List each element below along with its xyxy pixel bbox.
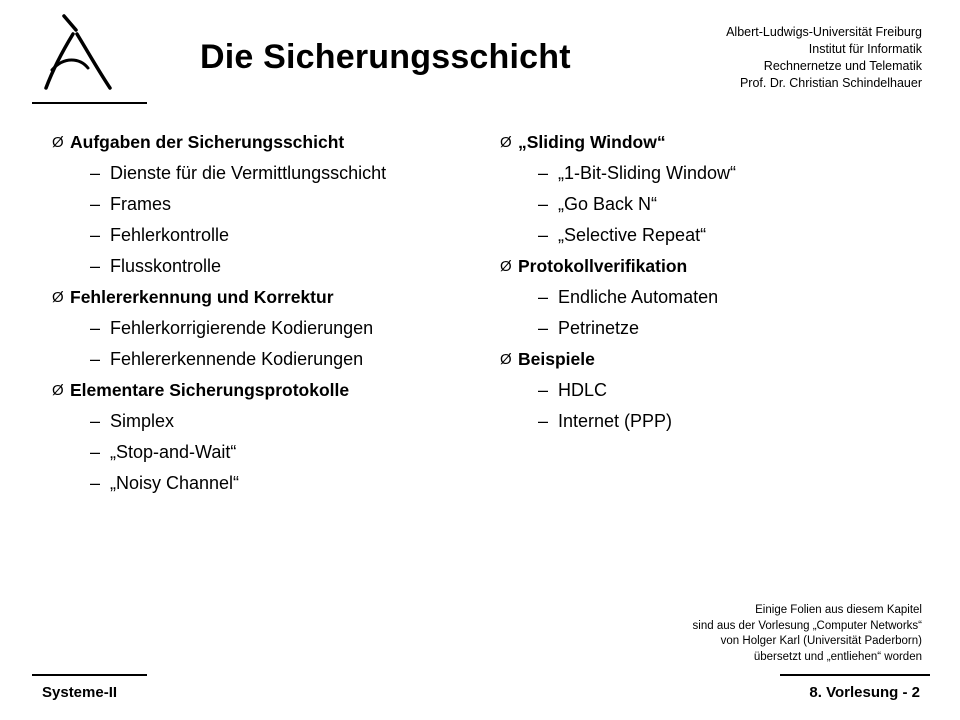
sub-item-text: „Noisy Channel“ xyxy=(110,473,240,493)
sub-item-text: Dienste für die Vermittlungsschicht xyxy=(110,163,387,183)
right-bullet-column xyxy=(500,127,736,437)
bullet-item xyxy=(52,282,386,375)
bullet-heading: Elementare Sicherungsprotokolle xyxy=(70,380,350,400)
sub-item-text: „1-Bit-Sliding Window“ xyxy=(558,163,737,183)
affiliation-line: Rechnernetze und Telematik xyxy=(763,59,922,73)
sub-item xyxy=(52,158,386,189)
arrow-bullet-icon: Ø xyxy=(52,134,64,151)
sub-item-text: „Selective Repeat“ xyxy=(558,225,707,245)
bullet-item xyxy=(500,127,736,251)
footer-divider-right xyxy=(780,674,930,676)
sub-item xyxy=(500,313,736,344)
slide-title: Die Sicherungsschicht xyxy=(200,38,571,76)
sub-item-text: Fehlerkontrolle xyxy=(110,225,230,245)
bullet-heading-row xyxy=(500,127,736,158)
bullet-heading: Protokollverifikation xyxy=(518,256,688,276)
header-divider-line xyxy=(32,102,147,104)
sub-item xyxy=(52,189,386,220)
dash-icon: – xyxy=(538,194,549,214)
note-line: sind aus der Vorlesung „Computer Networks“ xyxy=(692,619,922,632)
sub-item-text: Flusskontrolle xyxy=(110,256,222,276)
bullet-heading: Beispiele xyxy=(518,349,595,369)
sub-item xyxy=(52,313,386,344)
note-line: von Holger Karl (Universität Paderborn) xyxy=(720,635,922,647)
footer-lecture-number: 8. Vorlesung - 2 xyxy=(809,684,920,701)
bullet-heading-row xyxy=(52,282,386,313)
sub-item-text: Frames xyxy=(110,194,172,214)
sub-item xyxy=(500,189,736,220)
bullet-heading-row xyxy=(500,344,736,375)
affiliation-block xyxy=(726,24,922,92)
arrow-bullet-icon: Ø xyxy=(52,382,64,399)
sub-item xyxy=(52,220,386,251)
dash-icon: – xyxy=(538,411,549,431)
sub-item-text: Petrinetze xyxy=(558,318,640,338)
bullet-heading: „Sliding Window“ xyxy=(518,132,666,152)
sub-item xyxy=(52,468,386,499)
dash-icon: – xyxy=(538,225,549,245)
sub-item xyxy=(52,251,386,282)
sub-item xyxy=(52,437,386,468)
dash-icon: – xyxy=(90,256,101,276)
footer-course: Systeme-II xyxy=(42,684,118,701)
dash-icon: – xyxy=(90,411,101,431)
affiliation-line: Institut für Informatik xyxy=(808,42,922,56)
dash-icon: – xyxy=(90,473,101,493)
attribution-note xyxy=(693,603,922,665)
sub-item xyxy=(500,158,736,189)
bullet-item xyxy=(500,344,736,437)
dash-icon: – xyxy=(538,163,549,183)
dash-icon: – xyxy=(90,194,101,214)
sub-item xyxy=(500,406,736,437)
note-line: Einige Folien aus diesem Kapitel xyxy=(755,604,922,616)
sub-item xyxy=(500,375,736,406)
bullet-item xyxy=(500,251,736,344)
university-logo-icon xyxy=(40,12,115,92)
affiliation-line: Albert-Ludwigs-Universität Freiburg xyxy=(726,25,922,39)
sub-item-text: „Go Back N“ xyxy=(558,194,658,214)
bullet-item xyxy=(52,375,386,499)
bullet-heading-row xyxy=(52,127,386,158)
bullet-heading: Fehlererkennung und Korrektur xyxy=(70,287,334,307)
arrow-bullet-icon: Ø xyxy=(500,134,512,151)
sub-item-text: Simplex xyxy=(110,411,175,431)
sub-item-text: Fehlerkorrigierende Kodierungen xyxy=(110,318,374,338)
bullet-heading-row xyxy=(52,375,386,406)
affiliation-line: Prof. Dr. Christian Schindelhauer xyxy=(739,76,922,90)
note-line: übersetzt und „entliehen“ worden xyxy=(753,650,922,663)
left-bullet-column xyxy=(52,127,386,499)
dash-icon: – xyxy=(538,380,549,400)
dash-icon: – xyxy=(90,318,101,338)
sub-item-text: Internet (PPP) xyxy=(558,411,673,431)
sub-item-text: Fehlererkennende Kodierungen xyxy=(110,349,364,369)
bullet-item xyxy=(52,127,386,282)
dash-icon: – xyxy=(90,163,101,183)
dash-icon: – xyxy=(90,442,101,462)
sub-item xyxy=(52,406,386,437)
bullet-heading: Aufgaben der Sicherungsschicht xyxy=(70,132,345,152)
arrow-bullet-icon: Ø xyxy=(52,289,64,306)
dash-icon: – xyxy=(90,225,101,245)
footer-divider-left xyxy=(32,674,147,676)
sub-item xyxy=(500,220,736,251)
sub-item xyxy=(500,282,736,313)
sub-item xyxy=(52,344,386,375)
sub-item-text: HDLC xyxy=(558,380,608,400)
bullet-heading-row xyxy=(500,251,736,282)
arrow-bullet-icon: Ø xyxy=(500,258,512,275)
arrow-bullet-icon: Ø xyxy=(500,351,512,368)
sub-item-text: Endliche Automaten xyxy=(558,287,719,307)
sub-item-text: „Stop-and-Wait“ xyxy=(110,442,237,462)
dash-icon: – xyxy=(538,318,549,338)
dash-icon: – xyxy=(90,349,101,369)
dash-icon: – xyxy=(538,287,549,307)
